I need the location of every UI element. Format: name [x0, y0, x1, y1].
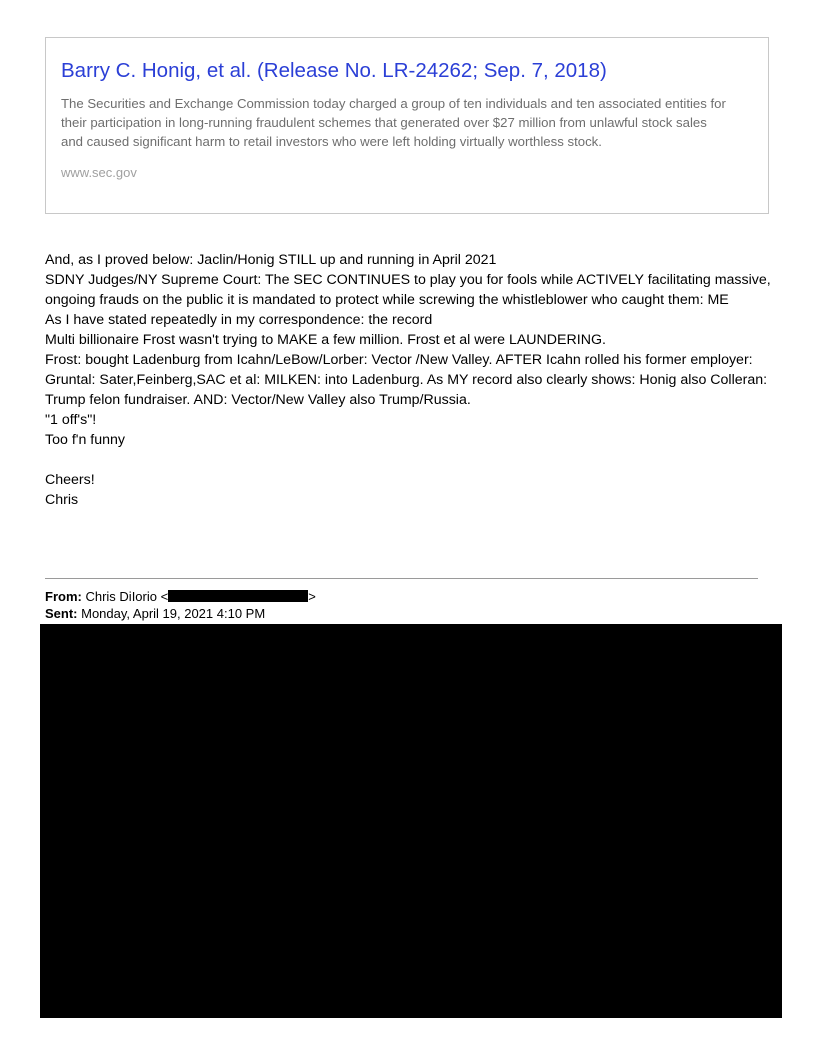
body-line: Too f'n funny: [45, 432, 126, 448]
redacted-content-block: [40, 624, 782, 1018]
from-line: [45, 588, 316, 605]
from-label: From:: [45, 589, 82, 604]
from-close: >: [308, 589, 316, 604]
body-line: SDNY Judges/NY Supreme Court: The SEC CONTINUES to play you for fools while ACTIVELY facilitating massive, ongoing frauds on the public it is mandated to protect while screwing the whistleblower who caught them: ME: [45, 272, 771, 308]
sent-value: Monday, April 19, 2021 4:10 PM: [81, 606, 266, 621]
sent-label: Sent:: [45, 606, 78, 621]
body-line: And, as I proved below: Jaclin/Honig STILL up and running in April 2021: [45, 252, 497, 268]
email-divider: [45, 578, 758, 579]
forwarded-email-header: [45, 588, 316, 622]
email-body: [45, 250, 775, 510]
body-line: Multi billionaire Frost wasn't trying to MAKE a few million. Frost et al were LAUNDERING.: [45, 332, 606, 348]
redacted-email-address: [168, 590, 308, 602]
body-line: As I have stated repeatedly in my correspondence: the record: [45, 312, 433, 328]
from-name: Chris DiIorio <: [85, 589, 169, 604]
signature: Chris: [45, 492, 79, 508]
link-preview-title[interactable]: Barry C. Honig, et al. (Release No. LR-24262; Sep. 7, 2018): [61, 59, 607, 82]
body-line: "1 off's"!: [45, 412, 97, 428]
paragraph-gap: [45, 450, 775, 470]
link-preview-description: The Securities and Exchange Commission today charged a group of ten individuals and ten associated entities for their participation in long-running fraudulent schemes that generated over $27 million from unlawful stock sales and caused significant harm to retail investors who were left holding virtually worthless stock.: [61, 96, 726, 149]
link-preview-domain: www.sec.gov: [61, 165, 137, 180]
link-preview-card[interactable]: [45, 37, 769, 214]
sent-line: [45, 605, 316, 622]
closing-line: Cheers!: [45, 472, 95, 488]
body-line: Frost: bought Ladenburg from Icahn/LeBow/Lorber: Vector /New Valley. AFTER Icahn rolled his former employer: Gruntal: Sater,Feinberg,SAC et al: MILKEN: into Ladenburg. As MY record also clearly shows: Honig also Colleran: Trump felon fundraiser. AND: Vector/New Valley also Trump/Russia.: [45, 352, 768, 408]
